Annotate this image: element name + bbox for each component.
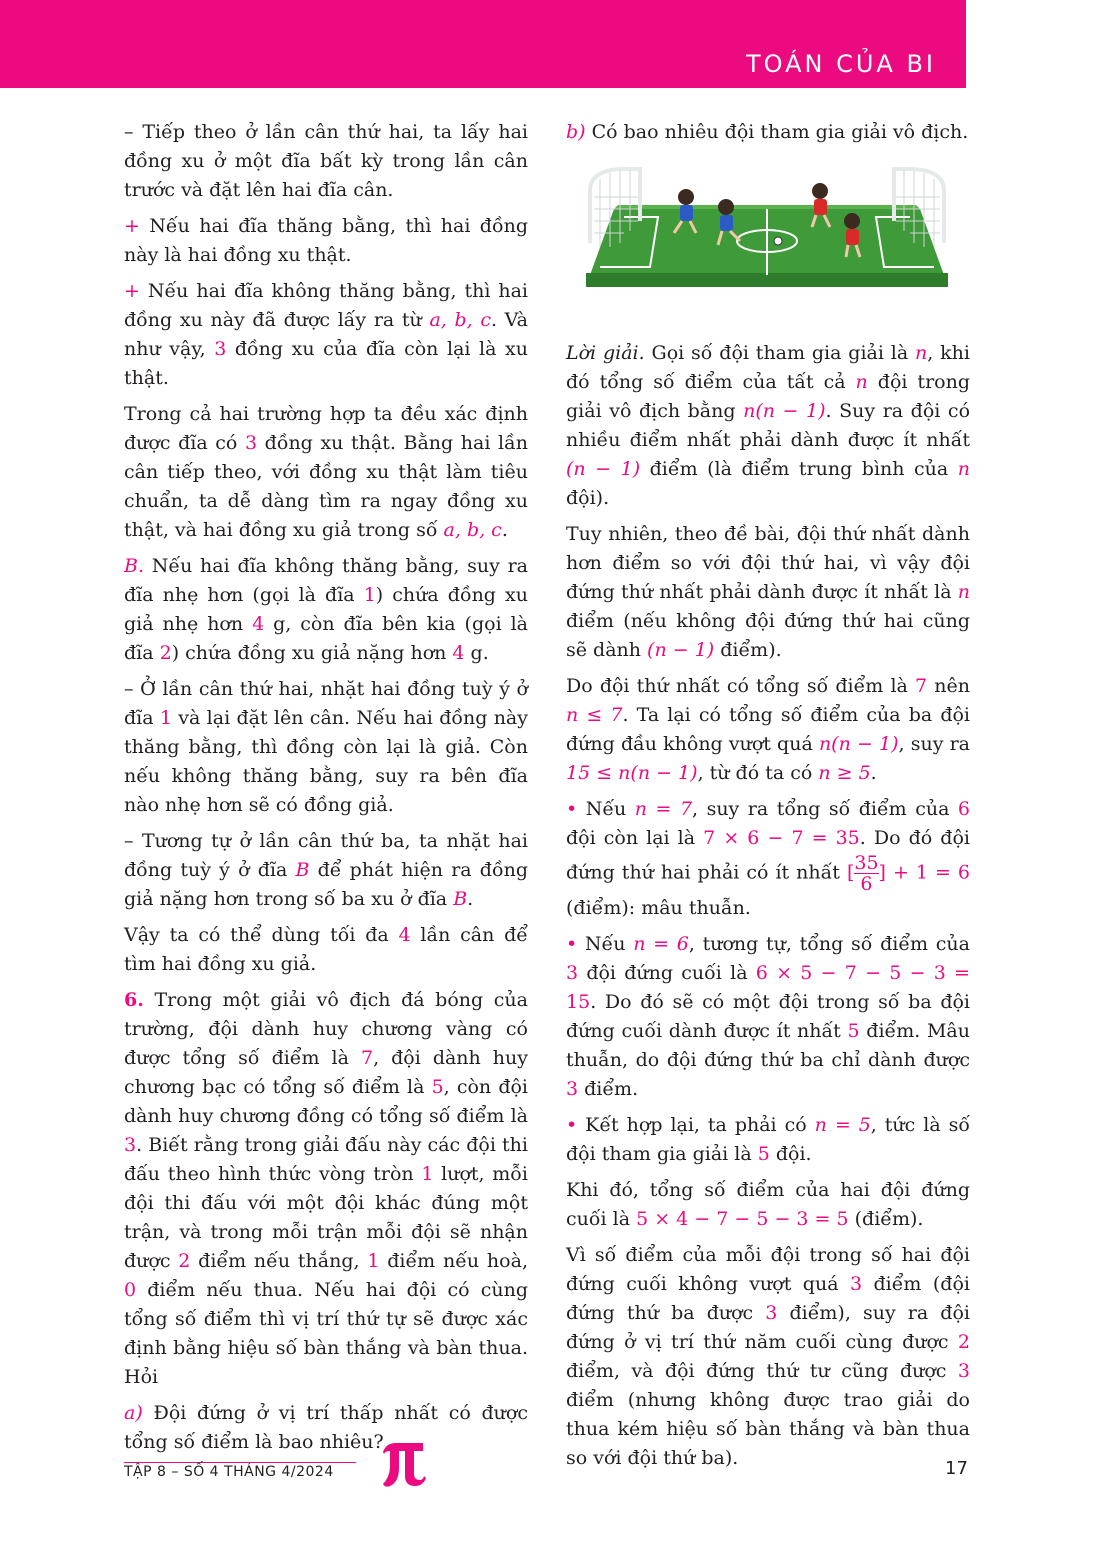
- problem-statement: 6. Trong một giải vô địch đá bóng của trường, đội dành huy chương vàng có được tổng số điểm là 7, đội dành huy chương bạc có tổng số điểm là 5, còn đội dành huy chương đồng có tổng số điểm là 3. Biết rằng trong giải đấu này các đội thi đấu theo hình thức vòng tròn 1 lượt, mỗi đội thi đấu với một đội khác đúng một trận, và trong mỗi trận mỗi đội sẽ nhận được 2 điểm nếu thắng, 1 điểm nếu hoà, 0 điểm nếu thua. Nếu hai đội có cùng tổng số điểm thì vị trí thứ tự sẽ được xác định bằng hiệu số bàn thắng và bàn thua. Hỏi: [124, 989, 529, 1388]
- issue-label: TẬP 8 – SỐ 4 THÁNG 4/2024: [124, 1464, 334, 1480]
- left-column: [124, 118, 528, 1464]
- paragraph: – Tiếp theo ở lần cân thứ hai, ta lấy hai đồng xu ở một đĩa bất kỳ trong lần cân trước và đặt lên hai đĩa cân.: [124, 121, 528, 201]
- magazine-section-title: TOÁN CỦA BI: [745, 50, 936, 78]
- page-number: 17: [945, 1458, 968, 1479]
- question-b: b) Có bao nhiêu đội tham gia giải vô địch.: [566, 121, 969, 143]
- question-a: a) Đội đứng ở vị trí thấp nhất có được tổng số điểm là bao nhiêu?: [124, 1402, 528, 1453]
- case-n7: • Nếu n = 7, suy ra tổng số điểm của 6 đội còn lại là 7 × 6 − 7 = 35. Do đó đội đứng thứ hai phải có ít nhất [ $\frac{35}{6}$ ] + 1 = 6 (điểm): mâu thuẫn.: [566, 798, 970, 919]
- paragraph: + Nếu hai đĩa thăng bằng, thì hai đồng này là hai đồng xu thật.: [124, 215, 528, 266]
- solution-paragraph: Lời giải. Gọi số đội tham gia giải là n, khi đó tổng số điểm của tất cả n đội trong giải vô địch bằng n(n − 1). Suy ra đội có nhiều điểm nhất phải dành được ít nhất (n − 1) điểm (là điểm trung bình của n đội).: [566, 342, 971, 509]
- paragraph: + Nếu hai đĩa không thăng bằng, thì hai đồng xu này đã được lấy ra từ a, b, c. Và như vậy, 3 đồng xu của đĩa còn lại là xu thật.: [124, 280, 528, 389]
- ball-icon: [774, 237, 782, 245]
- footer-divider: [124, 1462, 356, 1463]
- paragraph: Trong cả hai trường hợp ta đều xác định được đĩa có 3 đồng xu thật. Bằng hai lần cân tiếp theo, với đồng xu thật làm tiêu chuẩn, ta dễ dàng tìm ra ngay đồng xu thật, và hai đồng xu giả trong số a, b, c.: [124, 403, 528, 541]
- solution-paragraph: Khi đó, tổng số điểm của hai đội đứng cuối là 5 × 4 − 7 − 5 − 3 = 5 (điểm).: [566, 1179, 970, 1230]
- pi-logo-icon: [380, 1438, 426, 1488]
- paragraph: – Tương tự ở lần cân thứ ba, ta nhặt hai đồng tuỳ ý ở đĩa B để phát hiện ra đồng giả nặng hơn trong số ba xu ở đĩa B.: [124, 830, 528, 910]
- bullet: •: [566, 1114, 578, 1136]
- paragraph: – Ở lần cân thứ hai, nhặt hai đồng tuỳ ý ở đĩa 1 và lại đặt lên cân. Nếu hai đồng này thăng bằng, thì đồng còn lại là giả. Còn nếu không thăng bằng, suy ra bên đĩa nào nhẹ hơn sẽ có đồng giả.: [124, 678, 528, 816]
- case-conclusion: • Kết hợp lại, ta phải có n = 5, tức là số đội tham gia giải là 5 đội.: [566, 1114, 970, 1165]
- right-column: [566, 118, 970, 1480]
- bullet: •: [566, 933, 578, 955]
- bullet: •: [566, 798, 578, 820]
- fraction: $\frac{35}{6}$: [854, 852, 879, 895]
- soccer-field-illustration: [580, 157, 954, 289]
- solution-paragraph: Vì số điểm của mỗi đội trong số hai đội đứng cuối không vượt quá 3 điểm (đội đứng thứ ba được 3 điểm), suy ra đội đứng ở vị trí thứ năm cuối cùng được 2 điểm, và đội đứng thứ tư cũng được 3 điểm (nhưng không được trao giải do thua kém hiệu số bàn thắng và bàn thua so với đội thứ ba).: [566, 1244, 970, 1469]
- header-bar: [0, 0, 966, 88]
- case-n6: • Nếu n = 6, tương tự, tổng số điểm của 3 đội đứng cuối là 6 × 5 − 7 − 5 − 3 = 15. Do đó sẽ có một đội trong số ba đội đứng cuối dành được ít nhất 5 điểm. Mâu thuẫn, do đội đứng thứ ba chỉ dành được 3 điểm.: [566, 933, 970, 1100]
- paragraph: B. Nếu hai đĩa không thăng bằng, suy ra đĩa nhẹ hơn (gọi là đĩa 1) chứa đồng xu giả nhẹ hơn 4 g, còn đĩa bên kia (gọi là đĩa 2) chứa đồng xu giả nặng hơn 4 g.: [124, 555, 529, 664]
- paragraph: Vậy ta có thể dùng tối đa 4 lần cân để tìm hai đồng xu giả.: [124, 924, 528, 975]
- solution-paragraph: Tuy nhiên, theo đề bài, đội thứ nhất dành hơn điểm so với đội thứ hai, vì vậy đội đứng thứ nhất phải dành được ít nhất là n điểm (nếu không đội đứng thứ hai cũng sẽ dành (n − 1) điểm).: [566, 523, 970, 661]
- solution-paragraph: Do đội thứ nhất có tổng số điểm là 7 nên n ≤ 7. Ta lại có tổng số điểm của ba đội đứng đầu không vượt quá n(n − 1), suy ra 15 ≤ n(n − 1), từ đó ta có n ≥ 5.: [566, 675, 971, 784]
